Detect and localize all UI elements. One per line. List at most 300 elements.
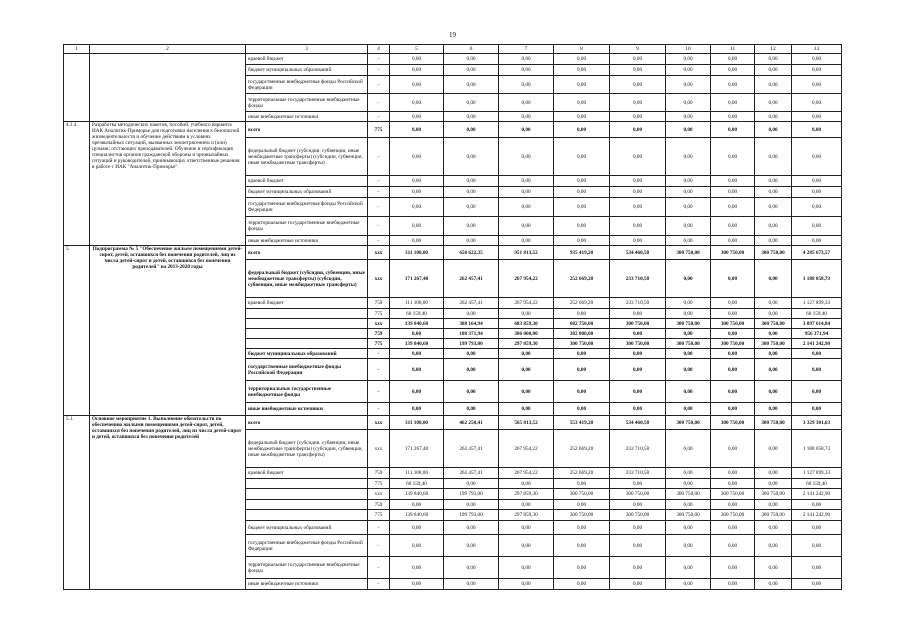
admin-code: - — [368, 198, 390, 217]
year-value: 0,00 — [755, 349, 792, 359]
year-value: 0,00 — [444, 479, 499, 489]
year-value: 0,00 — [711, 54, 755, 65]
year-value: 0,00 — [554, 579, 610, 590]
year-value: 0,00 — [554, 521, 610, 535]
year-value: 300 750,00 — [711, 489, 755, 500]
year-value: 0,00 — [444, 236, 499, 246]
year-value: 300 750,00 — [755, 246, 792, 260]
year-value: 0,00 — [444, 187, 499, 198]
year-value: 0,00 — [554, 198, 610, 217]
year-value: 0,00 — [444, 309, 499, 319]
year-value: 0,00 — [755, 298, 792, 309]
year-value: 0,00 — [711, 535, 755, 557]
funding-source: территориальные государственные внебюджетные фонды — [246, 217, 368, 236]
year-value: 0,00 — [666, 122, 711, 138]
header-cell: 10 — [666, 45, 711, 54]
year-value: 0,00 — [390, 187, 444, 198]
year-value: 0,00 — [499, 217, 554, 236]
year-value: 0,00 — [554, 236, 610, 246]
year-value: 0,00 — [711, 359, 755, 381]
year-value: 0,00 — [610, 54, 666, 65]
year-value: 0,00 — [390, 557, 444, 579]
header-cell: 13 — [792, 45, 842, 54]
funding-source: федеральный бюджет (субсидии, субвенции, иные межбюджетные трансферты) (субсидии, субвенции, иные межбюджетные трансферты) — [246, 138, 368, 176]
year-value: 0,00 — [610, 236, 666, 246]
year-value: 0,00 — [711, 298, 755, 309]
year-value: 534 460,50 — [610, 246, 666, 260]
funding-source — [246, 489, 368, 500]
header-cell: 2 — [90, 45, 246, 54]
year-value: 0,00 — [666, 359, 711, 381]
year-value: 300 750,00 — [666, 319, 711, 329]
year-value: 0,00 — [755, 198, 792, 217]
year-value: 171 267,40 — [390, 260, 444, 298]
total-value: 60 159,40 — [792, 309, 842, 319]
funding-source: всего — [246, 122, 368, 138]
year-value: 0,00 — [711, 557, 755, 579]
year-value: 0,00 — [711, 138, 755, 176]
year-value: 139 840,60 — [390, 319, 444, 329]
year-value: 0,00 — [755, 236, 792, 246]
total-value: 1 188 058,73 — [792, 430, 842, 468]
year-value: 0,00 — [610, 176, 666, 187]
year-value: 0,00 — [711, 468, 755, 479]
year-value: 0,00 — [390, 198, 444, 217]
year-value: 297 859,30 — [499, 339, 554, 349]
year-value: 0,00 — [499, 359, 554, 381]
year-value: 0,00 — [666, 521, 711, 535]
year-value: 0,00 — [755, 122, 792, 138]
year-value: 0,00 — [610, 579, 666, 590]
admin-code: 759 — [368, 468, 390, 479]
total-value: 4 285 673,57 — [792, 246, 842, 260]
year-value: 0,00 — [554, 176, 610, 187]
admin-code: - — [368, 112, 390, 122]
year-value: 188 371,94 — [444, 329, 499, 339]
year-value: 311 108,00 — [390, 246, 444, 260]
year-value: 0,00 — [755, 112, 792, 122]
year-value: 0,00 — [755, 94, 792, 112]
total-value: 0,00 — [792, 579, 842, 590]
year-value: 233 710,50 — [610, 298, 666, 309]
total-value: 956 371,94 — [792, 329, 842, 339]
admin-code: 775 — [368, 339, 390, 349]
year-value: 0,00 — [390, 521, 444, 535]
total-value: 0,00 — [792, 500, 842, 510]
admin-code: - — [368, 65, 390, 76]
year-value: 300 750,00 — [711, 339, 755, 349]
funding-source: бюджет муниципальных образований — [246, 187, 368, 198]
year-value: 951 813,52 — [499, 246, 554, 260]
year-value: 0,00 — [499, 138, 554, 176]
year-value: 0,00 — [666, 187, 711, 198]
year-value: 0,00 — [554, 403, 610, 416]
year-value: 0,00 — [499, 381, 554, 403]
table-body — [64, 45, 842, 590]
admin-code: - — [368, 217, 390, 236]
admin-code: xxx — [368, 489, 390, 500]
funding-source: федеральный бюджет (субсидии, субвенции, иные межбюджетные трансферты) (субсидии, субвенции, иные межбюджетные трансферты) — [246, 430, 368, 468]
year-value: 0,00 — [755, 521, 792, 535]
total-value: 2 141 242,90 — [792, 510, 842, 521]
year-value: 0,00 — [711, 176, 755, 187]
year-value: 0,00 — [499, 349, 554, 359]
year-value: 0,00 — [666, 329, 711, 339]
year-value: 233 710,50 — [610, 260, 666, 298]
year-value: 0,00 — [711, 329, 755, 339]
total-value: 0,00 — [792, 381, 842, 403]
year-value: 0,00 — [390, 76, 444, 94]
year-value: 0,00 — [755, 500, 792, 510]
year-value: 0,00 — [610, 381, 666, 403]
year-value: 0,00 — [666, 138, 711, 176]
header-cell: 5 — [390, 45, 444, 54]
year-value: 300 750,00 — [755, 416, 792, 430]
total-value: 0,00 — [792, 359, 842, 381]
total-value: 0,00 — [792, 535, 842, 557]
year-value: 0,00 — [390, 349, 444, 359]
year-value: 0,00 — [444, 94, 499, 112]
budget-table-wrap — [63, 44, 842, 590]
year-value: 0,00 — [755, 176, 792, 187]
admin-code: - — [368, 94, 390, 112]
year-value: 0,00 — [610, 557, 666, 579]
year-value: 0,00 — [666, 76, 711, 94]
funding-source — [246, 309, 368, 319]
year-value: 300 750,00 — [610, 489, 666, 500]
year-value: 262 457,41 — [444, 468, 499, 479]
year-value: 0,00 — [610, 138, 666, 176]
year-value: 0,00 — [755, 430, 792, 468]
year-value: 0,00 — [390, 94, 444, 112]
admin-code: xxx — [368, 319, 390, 329]
admin-code: - — [368, 236, 390, 246]
total-value: 0,00 — [792, 138, 842, 176]
year-value: 267 954,22 — [499, 260, 554, 298]
year-value: 111 108,00 — [390, 298, 444, 309]
year-value: 0,00 — [390, 54, 444, 65]
year-value: 139 840,60 — [390, 510, 444, 521]
year-value: 0,00 — [666, 535, 711, 557]
funding-source: федеральный бюджет (субсидии, субвенции, иные межбюджетные трансферты) (субсидии, субвенции, иные межбюджетные трансферты) — [246, 260, 368, 298]
year-value: 0,00 — [711, 112, 755, 122]
year-value: 300 750,00 — [554, 489, 610, 500]
year-value: 199 793,00 — [444, 510, 499, 521]
year-value: 0,00 — [666, 54, 711, 65]
year-value: 386 000,00 — [499, 329, 554, 339]
year-value: 0,00 — [444, 557, 499, 579]
year-value: 0,00 — [390, 329, 444, 339]
year-value: 0,00 — [499, 403, 554, 416]
year-value: 0,00 — [554, 535, 610, 557]
year-value: 0,00 — [390, 579, 444, 590]
year-value: 0,00 — [755, 76, 792, 94]
year-value: 0,00 — [610, 217, 666, 236]
year-value: 0,00 — [755, 138, 792, 176]
year-value: 300 750,00 — [610, 319, 666, 329]
year-value: 0,00 — [499, 54, 554, 65]
year-value: 111 108,00 — [390, 468, 444, 479]
year-value: 0,00 — [711, 309, 755, 319]
admin-code: - — [368, 359, 390, 381]
header-cell: 4 — [368, 45, 390, 54]
year-value: 0,00 — [554, 349, 610, 359]
year-value: 650 622,35 — [444, 246, 499, 260]
year-value: 0,00 — [711, 65, 755, 76]
year-value: 0,00 — [711, 76, 755, 94]
funding-source — [246, 329, 368, 339]
total-value: 0,00 — [792, 187, 842, 198]
year-value: 0,00 — [390, 359, 444, 381]
year-value: 0,00 — [666, 198, 711, 217]
year-value: 0,00 — [499, 198, 554, 217]
year-value: 0,00 — [755, 54, 792, 65]
total-value: 0,00 — [792, 65, 842, 76]
total-value: 1 188 058,73 — [792, 260, 842, 298]
year-value: 0,00 — [666, 112, 711, 122]
total-value: 2 141 242,90 — [792, 489, 842, 500]
year-value: 0,00 — [666, 500, 711, 510]
funding-source: государственные внебюджетные фонды Российской Федерации — [246, 535, 368, 557]
item-name: Подпрограмма № 5 "Обеспечение жильем помещениями детей-сирот, детей, оставшихся без попечения родителей, лиц из числа детей-сирот и детей, оставшихся без попечения родителей" на 2013-2020 годы — [90, 246, 246, 416]
year-value: 0,00 — [666, 217, 711, 236]
page-number: 19 — [449, 31, 456, 39]
year-value: 0,00 — [610, 500, 666, 510]
year-value: 311 108,00 — [390, 416, 444, 430]
year-value: 0,00 — [390, 217, 444, 236]
funding-source — [246, 339, 368, 349]
year-value: 0,00 — [610, 76, 666, 94]
year-value: 0,00 — [610, 349, 666, 359]
year-value: 297 859,30 — [499, 510, 554, 521]
year-value: 0,00 — [610, 65, 666, 76]
year-value: 0,00 — [666, 309, 711, 319]
year-value: 0,00 — [390, 500, 444, 510]
admin-code: xxx — [368, 430, 390, 468]
year-value: 0,00 — [711, 349, 755, 359]
year-value: 0,00 — [444, 76, 499, 94]
year-value: 0,00 — [610, 198, 666, 217]
year-value: 0,00 — [554, 381, 610, 403]
funding-source: краевой бюджет — [246, 298, 368, 309]
total-value: 0,00 — [792, 349, 842, 359]
year-value: 0,00 — [666, 94, 711, 112]
year-value: 0,00 — [610, 521, 666, 535]
year-value: 0,00 — [666, 479, 711, 489]
header-cell: 1 — [64, 45, 90, 54]
year-value: 0,00 — [554, 500, 610, 510]
year-value: 0,00 — [711, 381, 755, 403]
year-value: 0,00 — [499, 479, 554, 489]
year-value: 0,00 — [666, 557, 711, 579]
total-value: 0,00 — [792, 198, 842, 217]
year-value: 0,00 — [755, 381, 792, 403]
year-value: 60 159,40 — [390, 309, 444, 319]
year-value: 0,00 — [666, 298, 711, 309]
year-value: 0,00 — [610, 479, 666, 489]
funding-source — [246, 510, 368, 521]
year-value: 0,00 — [610, 535, 666, 557]
year-value: 0,00 — [755, 187, 792, 198]
funding-source: государственные внебюджетные фонды Российской Федерации — [246, 359, 368, 381]
funding-source: бюджет муниципальных образований — [246, 65, 368, 76]
year-value: 0,00 — [444, 521, 499, 535]
year-value: 300 750,00 — [755, 510, 792, 521]
year-value: 0,00 — [499, 579, 554, 590]
year-value: 0,00 — [755, 359, 792, 381]
year-value: 300 750,00 — [755, 489, 792, 500]
year-value: 300 750,00 — [554, 339, 610, 349]
year-value: 0,00 — [554, 122, 610, 138]
year-value: 0,00 — [499, 500, 554, 510]
year-value: 262 457,41 — [444, 430, 499, 468]
total-value: 0,00 — [792, 54, 842, 65]
year-value: 388 164,94 — [444, 319, 499, 329]
year-value: 0,00 — [554, 557, 610, 579]
year-value: 0,00 — [444, 138, 499, 176]
header-cell: 8 — [554, 45, 610, 54]
funding-source: территориальные государственные внебюджетные фонды — [246, 94, 368, 112]
year-value: 300 750,00 — [711, 246, 755, 260]
total-value: 60 159,40 — [792, 479, 842, 489]
year-value: 300 750,00 — [554, 510, 610, 521]
total-value: 0,00 — [792, 217, 842, 236]
year-value: 0,00 — [666, 468, 711, 479]
year-value: 0,00 — [390, 381, 444, 403]
admin-code: - — [368, 176, 390, 187]
year-value: 0,00 — [711, 579, 755, 590]
funding-source: иные внебюджетные источники — [246, 112, 368, 122]
year-value: 0,00 — [390, 112, 444, 122]
year-value: 0,00 — [499, 65, 554, 76]
year-value: 0,00 — [444, 65, 499, 76]
year-value: 300 750,00 — [666, 489, 711, 500]
year-value: 0,00 — [444, 535, 499, 557]
admin-code: 775 — [368, 510, 390, 521]
total-value: 0,00 — [792, 521, 842, 535]
header-cell: 9 — [610, 45, 666, 54]
year-value: 0,00 — [499, 535, 554, 557]
admin-code: - — [368, 535, 390, 557]
year-value: 0,00 — [666, 579, 711, 590]
year-value: 0,00 — [711, 500, 755, 510]
year-value: 199 793,00 — [444, 489, 499, 500]
year-value: 0,00 — [390, 535, 444, 557]
year-value: 382 000,00 — [554, 329, 610, 339]
year-value: 0,00 — [711, 521, 755, 535]
year-value: 0,00 — [499, 122, 554, 138]
table-row — [64, 416, 842, 430]
year-value: 0,00 — [499, 94, 554, 112]
year-value: 0,00 — [499, 176, 554, 187]
year-value: 0,00 — [755, 579, 792, 590]
funding-source: краевой бюджет — [246, 176, 368, 187]
budget-table — [63, 44, 842, 590]
year-value: 0,00 — [666, 260, 711, 298]
total-value: 0,00 — [792, 94, 842, 112]
year-value: 0,00 — [610, 309, 666, 319]
year-value: 0,00 — [666, 349, 711, 359]
year-value: 300 750,00 — [755, 319, 792, 329]
year-value: 0,00 — [390, 138, 444, 176]
year-value: 0,00 — [444, 198, 499, 217]
admin-code: - — [368, 349, 390, 359]
item-number: 5. — [64, 246, 90, 416]
year-value: 0,00 — [610, 122, 666, 138]
admin-code: - — [368, 579, 390, 590]
year-value: 300 750,00 — [610, 510, 666, 521]
year-value: 0,00 — [499, 521, 554, 535]
year-value: 233 710,50 — [610, 430, 666, 468]
year-value: 0,00 — [755, 468, 792, 479]
year-value: 233 710,50 — [610, 468, 666, 479]
year-value: 0,00 — [755, 65, 792, 76]
admin-code: - — [368, 521, 390, 535]
funding-source: всего — [246, 416, 368, 430]
table-row — [64, 246, 842, 260]
year-value: 139 840,60 — [390, 339, 444, 349]
year-value: 0,00 — [390, 236, 444, 246]
year-value: 0,00 — [554, 138, 610, 176]
year-value: 0,00 — [610, 94, 666, 112]
header-cell: 7 — [499, 45, 554, 54]
year-value: 0,00 — [554, 112, 610, 122]
year-value: 0,00 — [666, 430, 711, 468]
funding-source: всего — [246, 246, 368, 260]
year-value: 462 250,41 — [444, 416, 499, 430]
year-value: 0,00 — [444, 381, 499, 403]
year-value: 300 750,00 — [610, 339, 666, 349]
year-value: 252 669,20 — [554, 260, 610, 298]
total-value: 3 097 614,84 — [792, 319, 842, 329]
table-row — [64, 122, 842, 138]
funding-source — [246, 500, 368, 510]
funding-source: иные внебюджетные источники — [246, 236, 368, 246]
year-value: 534 460,50 — [610, 416, 666, 430]
year-value: 252 669,20 — [554, 468, 610, 479]
total-value: 0,00 — [792, 557, 842, 579]
year-value: 0,00 — [554, 94, 610, 112]
total-value: 0,00 — [792, 76, 842, 94]
year-value: 0,00 — [666, 381, 711, 403]
year-value: 0,00 — [711, 236, 755, 246]
year-value: 0,00 — [390, 403, 444, 416]
year-value: 0,00 — [444, 217, 499, 236]
admin-code: - — [368, 381, 390, 403]
item-number — [64, 54, 90, 122]
admin-code: 759 — [368, 500, 390, 510]
header-cell: 11 — [711, 45, 755, 54]
year-value: 300 750,00 — [666, 339, 711, 349]
admin-code: 775 — [368, 309, 390, 319]
admin-code: xxx — [368, 246, 390, 260]
year-value: 139 840,60 — [390, 489, 444, 500]
header-cell: 12 — [755, 45, 792, 54]
funding-source: краевой бюджет — [246, 54, 368, 65]
year-value: 0,00 — [499, 309, 554, 319]
year-value: 683 859,30 — [499, 319, 554, 329]
admin-code: 775 — [368, 479, 390, 489]
funding-source — [246, 319, 368, 329]
year-value: 300 750,00 — [711, 319, 755, 329]
year-value: 0,00 — [610, 359, 666, 381]
admin-code: - — [368, 187, 390, 198]
year-value: 0,00 — [711, 94, 755, 112]
total-value: 2 141 242,90 — [792, 339, 842, 349]
year-value: 0,00 — [711, 430, 755, 468]
year-value: 267 954,22 — [499, 430, 554, 468]
year-value: 0,00 — [444, 349, 499, 359]
